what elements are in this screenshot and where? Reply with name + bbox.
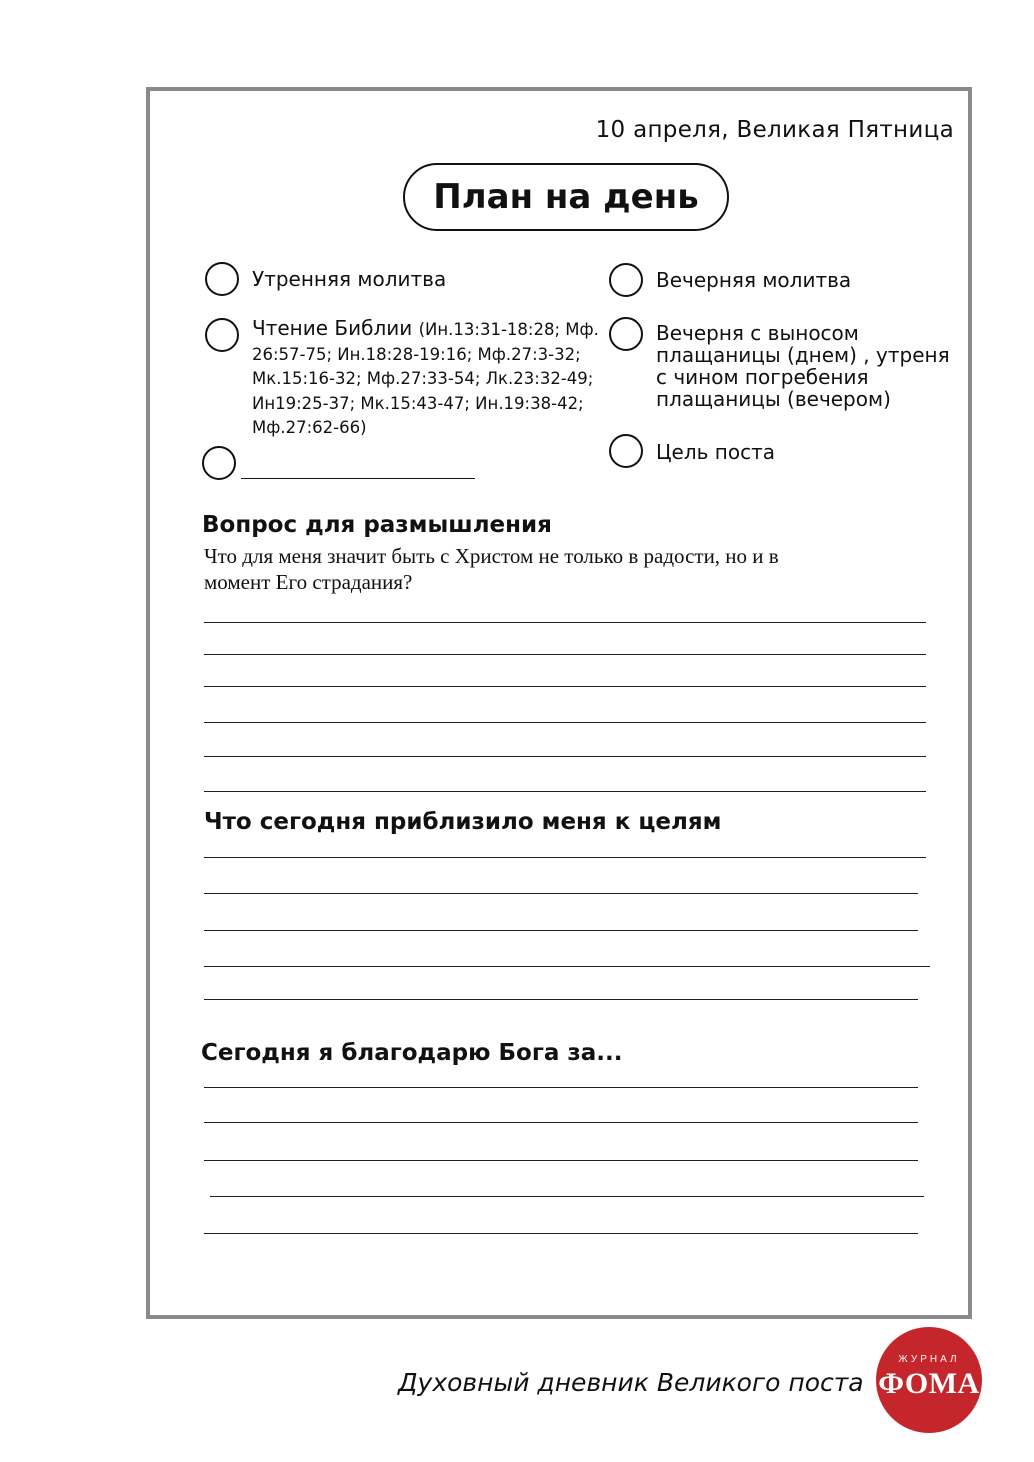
diary-title: Духовный дневник Великого поста [398,1368,864,1397]
service-checkbox[interactable] [609,317,643,351]
gratitude-answer-line[interactable] [210,1196,924,1197]
foma-logo [876,1327,982,1433]
service-line-1: Вечерня с выносом [656,321,859,345]
plan-title-badge: План на день [403,163,729,231]
morning-prayer-checkbox[interactable] [205,262,239,296]
reflection-question-line-1: Что для меня значит быть с Христом не только в радости, но и в [204,544,779,568]
custom-task-blank-line[interactable] [241,478,475,479]
goals-heading: Что сегодня приблизило меня к целям [204,809,722,835]
service-item [656,322,956,410]
date-label: 10 апреля, Великая Пятница [595,117,954,143]
bible-reading-refs-line-2: 26:57-75; Ин.18:28-19:16; Мф.27:3-32; [252,344,581,364]
reflection-answer-line[interactable] [204,756,926,757]
evening-prayer-label: Вечерняя молитва [656,268,852,292]
bible-reading-refs-line-5: Мф.27:62-66) [252,418,367,437]
reflection-heading: Вопрос для размышления [202,512,552,538]
logo-foma-text: ФОМА [878,1367,980,1400]
morning-prayer-label: Утренняя молитва [252,267,447,291]
goals-answer-line[interactable] [204,966,930,967]
gratitude-answer-line[interactable] [204,1233,918,1234]
reflection-question [204,543,904,595]
service-line-4: плащаницы (вечером) [656,387,891,411]
goals-answer-line[interactable] [204,999,918,1000]
bible-reading-checkbox[interactable] [205,318,239,352]
gratitude-answer-line[interactable] [204,1122,918,1123]
goals-answer-line[interactable] [204,930,918,931]
reflection-answer-line[interactable] [204,654,926,655]
evening-prayer-checkbox[interactable] [609,263,643,297]
gratitude-answer-line[interactable] [204,1087,918,1088]
bible-reading-refs-line-3: Мк.15:16-32; Мф.27:33-54; Лк.23:32-49; [252,369,594,388]
service-line-3: с чином погребения [656,365,869,389]
goals-answer-line[interactable] [204,857,926,858]
bible-reading-refs-line-4: Ин19:25-37; Мк.15:43-47; Ин.19:38-42; [252,393,584,413]
gratitude-answer-line[interactable] [204,1160,918,1161]
reflection-answer-line[interactable] [204,686,926,687]
bible-reading-label: Чтение Библии [252,316,413,340]
fast-goal-label: Цель поста [656,440,775,464]
gratitude-heading: Сегодня я благодарю Бога за... [201,1040,623,1066]
service-line-2: плащаницы (днем) , утреня [656,343,950,367]
reflection-question-line-2: момент Его страдания? [204,570,413,594]
bible-reading-item [252,317,602,440]
fast-goal-checkbox[interactable] [609,434,643,468]
reflection-answer-line[interactable] [204,791,926,792]
reflection-answer-line[interactable] [204,722,926,723]
goals-answer-line[interactable] [204,893,918,894]
logo-journal-text: ЖУРНАЛ [898,1354,960,1365]
reflection-answer-line[interactable] [204,622,926,623]
custom-task-checkbox[interactable] [202,446,236,480]
bible-reading-refs-line-1: (Ин.13:31-18:28; Мф. [418,320,599,339]
